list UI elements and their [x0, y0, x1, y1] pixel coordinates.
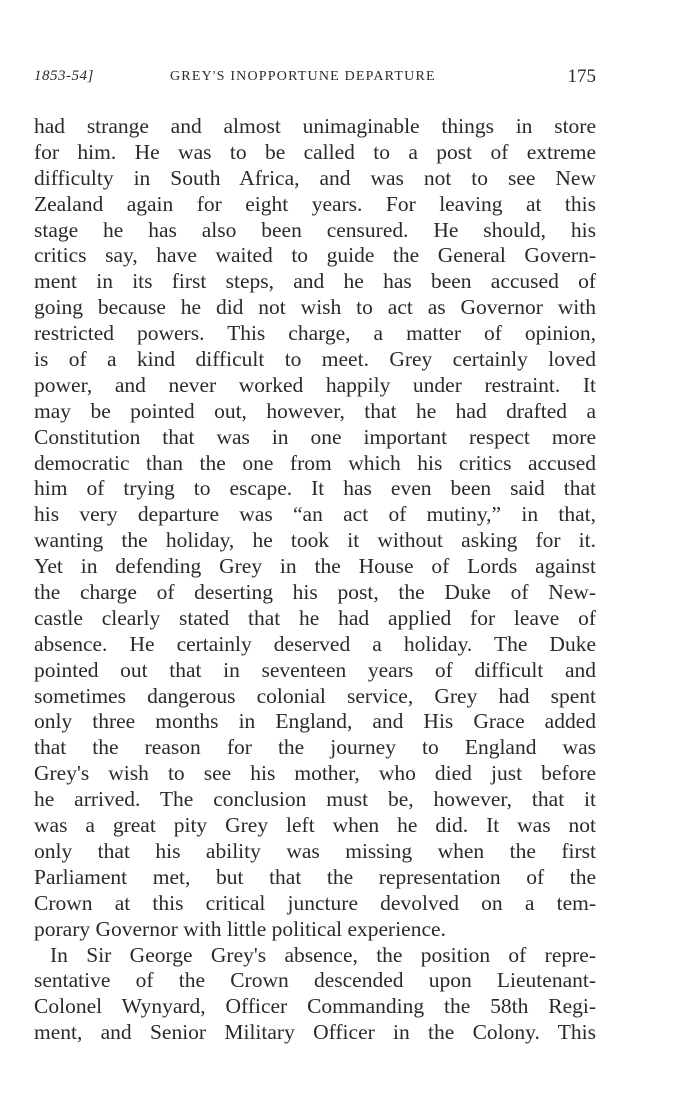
text-line: sentative of the Crown descended upon Lieutenant-: [34, 968, 596, 993]
text-line: may be pointed out, however, that he had drafted a: [34, 398, 596, 423]
running-title: GREY'S INOPPORTUNE DEPARTURE: [170, 69, 436, 84]
text-line: Grey's wish to see his mother, who died just before: [34, 761, 596, 786]
text-line: pointed out that in seventeen years of difficult and: [34, 657, 596, 682]
text-line: Yet in defending Grey in the House of Lords against: [34, 554, 596, 579]
page-number: 175: [567, 66, 596, 87]
text-line: In Sir George Grey's absence, the position of repre-: [50, 942, 596, 967]
text-line: Constitution that was in one important respect more: [34, 424, 596, 449]
text-line: he arrived. The conclusion must be, however, that it: [34, 787, 596, 812]
text-line: had strange and almost unimaginable things in store: [34, 114, 596, 138]
paragraph-1: [34, 114, 596, 943]
text-line: absence. He certainly deserved a holiday. The Duke: [34, 631, 596, 656]
text-line: stage he has also been censured. He should, his: [34, 217, 596, 242]
text-line: democratic than the one from which his critics accused: [34, 450, 596, 475]
text-line: that the reason for the journey to England was: [34, 735, 596, 760]
text-line: ment in its first steps, and he has been accused of: [34, 269, 596, 294]
text-line: going because he did not wish to act as Governor with: [34, 295, 596, 320]
text-line: Parliament met, but that the representation of the: [34, 864, 596, 889]
header-years: 1853-54]: [34, 68, 94, 84]
text-line: only three months in England, and His Grace added: [34, 709, 596, 734]
running-header: [34, 64, 596, 92]
text-line: castle clearly stated that he had applied for leave of: [34, 605, 596, 630]
text-line: power, and never worked happily under restraint. It: [34, 372, 596, 397]
text-line: Colonel Wynyard, Officer Commanding the 58th Regi-: [34, 994, 596, 1019]
text-line: only that his ability was missing when the first: [34, 838, 596, 863]
text-line: his very departure was “an act of mutiny,” in that,: [34, 502, 596, 527]
text-line: critics say, have waited to guide the General Govern-: [34, 243, 596, 268]
text-line: difficulty in South Africa, and was not to see New: [34, 165, 596, 190]
text-line: restricted powers. This charge, a matter of opinion,: [34, 321, 596, 346]
body-text: [34, 114, 596, 1046]
text-line: sometimes dangerous colonial service, Grey had spent: [34, 683, 596, 708]
text-line: Zealand again for eight years. For leaving at this: [34, 191, 596, 216]
text-line: is of a kind difficult to meet. Grey certainly loved: [34, 347, 596, 372]
text-line: him of trying to escape. It has even been said that: [34, 476, 596, 501]
paragraph-2: [34, 943, 596, 1047]
text-line: wanting the holiday, he took it without asking for it.: [34, 528, 596, 553]
text-line: the charge of deserting his post, the Duke of New-: [34, 580, 596, 605]
text-line: for him. He was to be called to a post of extreme: [34, 139, 596, 164]
text-line: was a great pity Grey left when he did. It was not: [34, 813, 596, 838]
text-line: Crown at this critical juncture devolved on a tem-: [34, 890, 596, 915]
text-line: porary Governor with little political experience.: [34, 916, 446, 941]
text-line: ment, and Senior Military Officer in the Colony. This: [34, 1020, 596, 1045]
